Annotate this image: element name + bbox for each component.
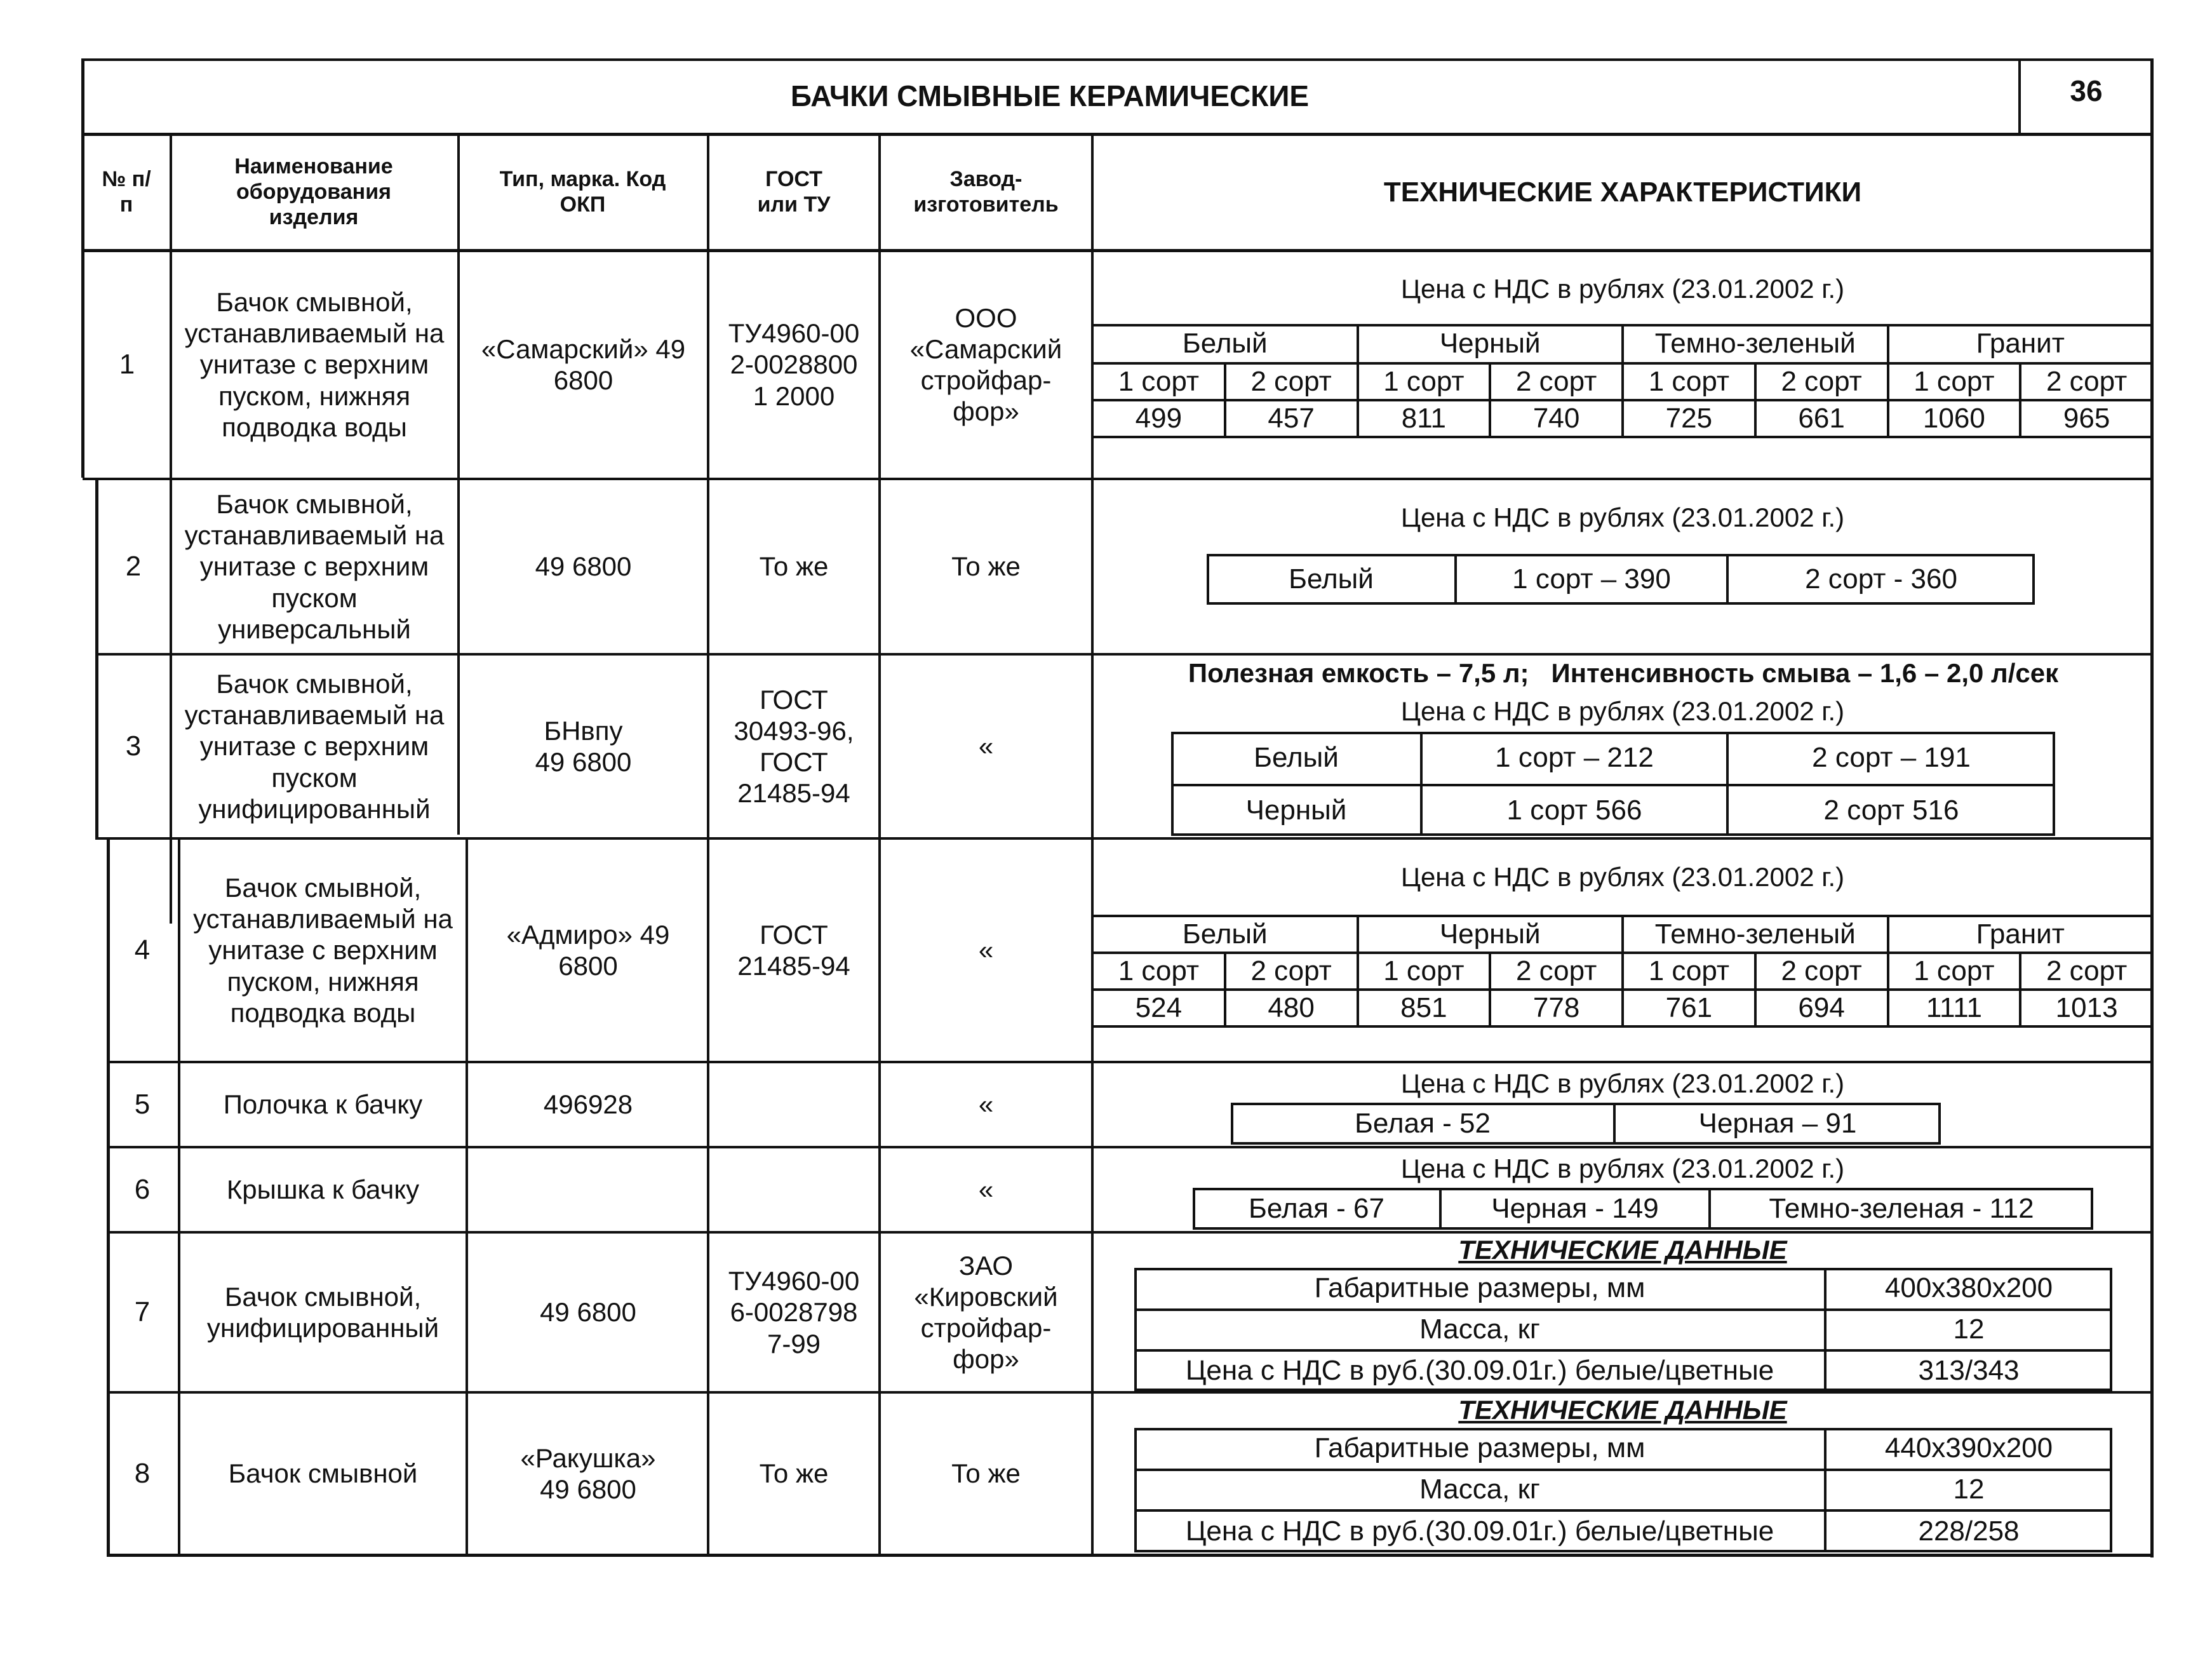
row-4-color-2: Черный [1439,918,1541,950]
row-1-gost: ТУ4960-002-00288001 2000 [728,318,860,411]
row-5-price-white: Белая - 52 [1355,1107,1491,1139]
row-1-price-5: 725 [1665,402,1713,434]
row-7-maker: ЗАО «Кировский стройфар-фор» [914,1250,1058,1375]
row-7-mass-value: 12 [1953,1313,1985,1345]
row-3-price-caption: Цена с НДС в рублях (23.01.2002 г.) [1400,696,1845,727]
row-7-tech-title: ТЕХНИЧЕСКИЕ ДАННЫЕ [1458,1235,1787,1265]
row-1-color-3: Темно-зеленый [1654,327,1856,359]
page-title: БАЧКИ СМЫВНЫЕ КЕРАМИЧЕСКИЕ [790,79,1310,113]
row-2-price-color: Белый [1289,563,1374,595]
row-4-maker: « [978,935,994,965]
row-5-name: Полочка к бачку [223,1089,423,1120]
row-4-color-4: Гранит [1976,918,2065,950]
row-4-num: 4 [134,934,151,966]
row-1-grade-7: 1 сорт [1914,365,1995,397]
row-4-price-5: 761 [1665,992,1713,1023]
row-1-price-2: 457 [1268,402,1315,434]
row-1-name: Бачок смывной, устанавливаемый на унитазе с верхним пуском, нижняя подводка воды [184,287,445,442]
row-8-tech-title: ТЕХНИЧЕСКИЕ ДАННЫЕ [1458,1395,1787,1425]
row-7-price-label: Цена с НДС в руб.(30.09.01г.) белые/цветные [1185,1354,1774,1386]
row-4-color-3: Темно-зеленый [1654,918,1856,950]
header-name: Наименование оборудования изделия [234,154,393,229]
row-4-price-8: 1013 [2055,992,2118,1023]
row-4-type: «Адмиро» 49 6800 [506,919,670,981]
row-8-mass-value: 12 [1953,1473,1985,1505]
row-5-num: 5 [134,1089,151,1120]
header-gost: ГОСТ или ТУ [757,167,831,217]
row-6-gost [708,1148,880,1231]
row-4-color-1: Белый [1182,918,1268,950]
row-1-price-1: 499 [1135,402,1183,434]
row-3-type: БНвпу 49 6800 [535,715,632,777]
row-1-price-8: 965 [2063,402,2110,434]
row-1-price-7: 1060 [1922,402,1985,434]
row-3-black-label: Черный [1245,794,1347,826]
row-4-name: Бачок смывной, устанавливаемый на унитазе с верхним пуском, нижняя подводка воды [193,873,453,1028]
row-8-num: 8 [134,1458,151,1490]
row-4-grade-2: 2 сорт [1250,955,1332,986]
row-6-type [468,1148,708,1231]
row-4-price-2: 480 [1268,992,1315,1023]
row-5-price-caption: Цена с НДС в рублях (23.01.2002 г.) [1400,1068,1845,1099]
row-3-num: 3 [125,730,142,762]
row-8-name: Бачок смывной [228,1458,418,1489]
row-1-color-1: Белый [1182,327,1268,359]
row-4-grade-8: 2 сорт [2046,955,2128,986]
table-bottom-border [107,1554,2153,1557]
row-3-white-label: Белый [1254,741,1339,773]
row-6-price-green: Темно-зеленая - 112 [1769,1192,2034,1224]
row-4-grade-6: 2 сорт [1781,955,1862,986]
row-1-type: «Самарский» 49 6800 [481,333,686,395]
row-3-gost: ГОСТ 30493-96, ГОСТ 21485-94 [734,684,854,809]
row-2-name: Бачок смывной, устанавливаемый на унитазе с верхним пуском универсальный [184,489,445,644]
row-6-price-caption: Цена с НДС в рублях (23.01.2002 г.) [1400,1153,1845,1184]
row-7-gost: ТУ4960-006-00287987-99 [728,1266,860,1359]
row-3-spec-line: Полезная емкость – 7,5 л; Интенсивность смыва – 1,6 – 2,0 л/сек [1188,658,2059,689]
row-4-price-caption: Цена с НДС в рублях (23.01.2002 г.) [1400,862,1845,892]
row-4-price-6: 694 [1798,992,1845,1023]
row-6-price-white: Белая - 67 [1249,1192,1384,1224]
row-7-price-value: 313/343 [1918,1354,2020,1386]
row-5-gost [708,1063,880,1146]
row-7-dims-label: Габаритные размеры, мм [1314,1272,1646,1303]
row-5-maker: « [978,1089,994,1120]
row-7-mass-label: Масса, кг [1419,1313,1540,1345]
row-3-black-grade2: 2 сорт 516 [1823,794,1959,826]
row-6-name: Крышка к бачку [226,1174,420,1205]
row-1-grade-6: 2 сорт [1781,365,1862,397]
row-8-dims-label: Габаритные размеры, мм [1314,1432,1646,1463]
row-6-maker: « [978,1174,994,1205]
row-1-num: 1 [119,349,135,380]
row-2-type: 49 6800 [535,551,632,582]
row-4-grade-3: 1 сорт [1383,955,1465,986]
row-3-black-grade1: 1 сорт 566 [1506,794,1642,826]
row-2-price-grade2: 2 сорт - 360 [1805,563,1957,595]
row-3-name: Бачок смывной, устанавливаемый на унитазе с верхним пуском унифицированный [184,669,445,824]
row-4-grade-1: 1 сорт [1118,955,1200,986]
row-4-grade-5: 1 сорт [1648,955,1730,986]
row-3-white-grade2: 2 сорт – 191 [1812,741,1971,773]
row-7-name: Бачок смывной, унифицированный [206,1281,439,1343]
row-7-num: 7 [134,1296,151,1328]
row-4-grade-7: 1 сорт [1914,955,1995,986]
row-4-grade-4: 2 сорт [1515,955,1597,986]
row-1-grade-4: 2 сорт [1515,365,1597,397]
row-3-maker: « [978,731,994,762]
row-1-color-4: Гранит [1976,327,2065,359]
row-8-mass-label: Масса, кг [1419,1473,1540,1505]
row-8-gost: То же [759,1458,829,1489]
row-1-grade-3: 1 сорт [1383,365,1465,397]
row-5-price-black: Черная – 91 [1698,1107,1857,1139]
row-1-price-6: 661 [1798,402,1845,434]
row-1-price-3: 811 [1401,402,1446,434]
row-1-price-caption: Цена с НДС в рублях (23.01.2002 г.) [1400,274,1845,304]
row-2-num: 2 [125,551,142,582]
row-8-price-label: Цена с НДС в руб.(30.09.01г.) белые/цветные [1185,1515,1774,1547]
row-8-maker: То же [951,1458,1021,1489]
row-2-price-grade1: 1 сорт – 390 [1512,563,1671,595]
row-8-dims-value: 440x390x200 [1884,1432,2053,1463]
row-8-price-value: 228/258 [1918,1515,2020,1547]
row-7-type: 49 6800 [540,1297,636,1328]
row-4-price-7: 1111 [1926,992,1982,1023]
row-4-gost: ГОСТ 21485-94 [737,919,850,981]
row-7-dims-value: 400x380x200 [1884,1272,2053,1303]
header-maker: Завод-изготовитель [913,167,1059,217]
row-1-maker: ООО «Самарский стройфар-фор» [909,302,1062,427]
page-number: 36 [2070,74,2103,108]
row-4-price-1: 524 [1135,992,1183,1023]
header-type: Тип, марка. Код ОКП [499,167,666,217]
row-2-price-caption: Цена с НДС в рублях (23.01.2002 г.) [1400,502,1845,533]
row-1-grade-1: 1 сорт [1118,365,1200,397]
row-5-type: 496928 [543,1089,633,1120]
row-2-gost: То же [759,551,829,582]
row-6-num: 6 [134,1174,151,1206]
row-3-white-grade1: 1 сорт – 212 [1495,741,1654,773]
row-1-grade-8: 2 сорт [2046,365,2128,397]
row-1-color-2: Черный [1439,327,1541,359]
row-8-type: «Ракушка» 49 6800 [520,1443,656,1504]
row-4-price-4: 778 [1532,992,1580,1023]
header-num: № п/п [102,167,151,217]
header-tech: ТЕХНИЧЕСКИЕ ХАРАКТЕРИСТИКИ [1383,177,1862,208]
row-4-price-3: 851 [1400,992,1447,1023]
row-1-grade-2: 2 сорт [1250,365,1332,397]
row-6-price-black: Черная - 149 [1491,1192,1659,1224]
row-1-grade-5: 1 сорт [1648,365,1730,397]
row-1-price-4: 740 [1532,402,1580,434]
row-2-maker: То же [951,551,1021,582]
